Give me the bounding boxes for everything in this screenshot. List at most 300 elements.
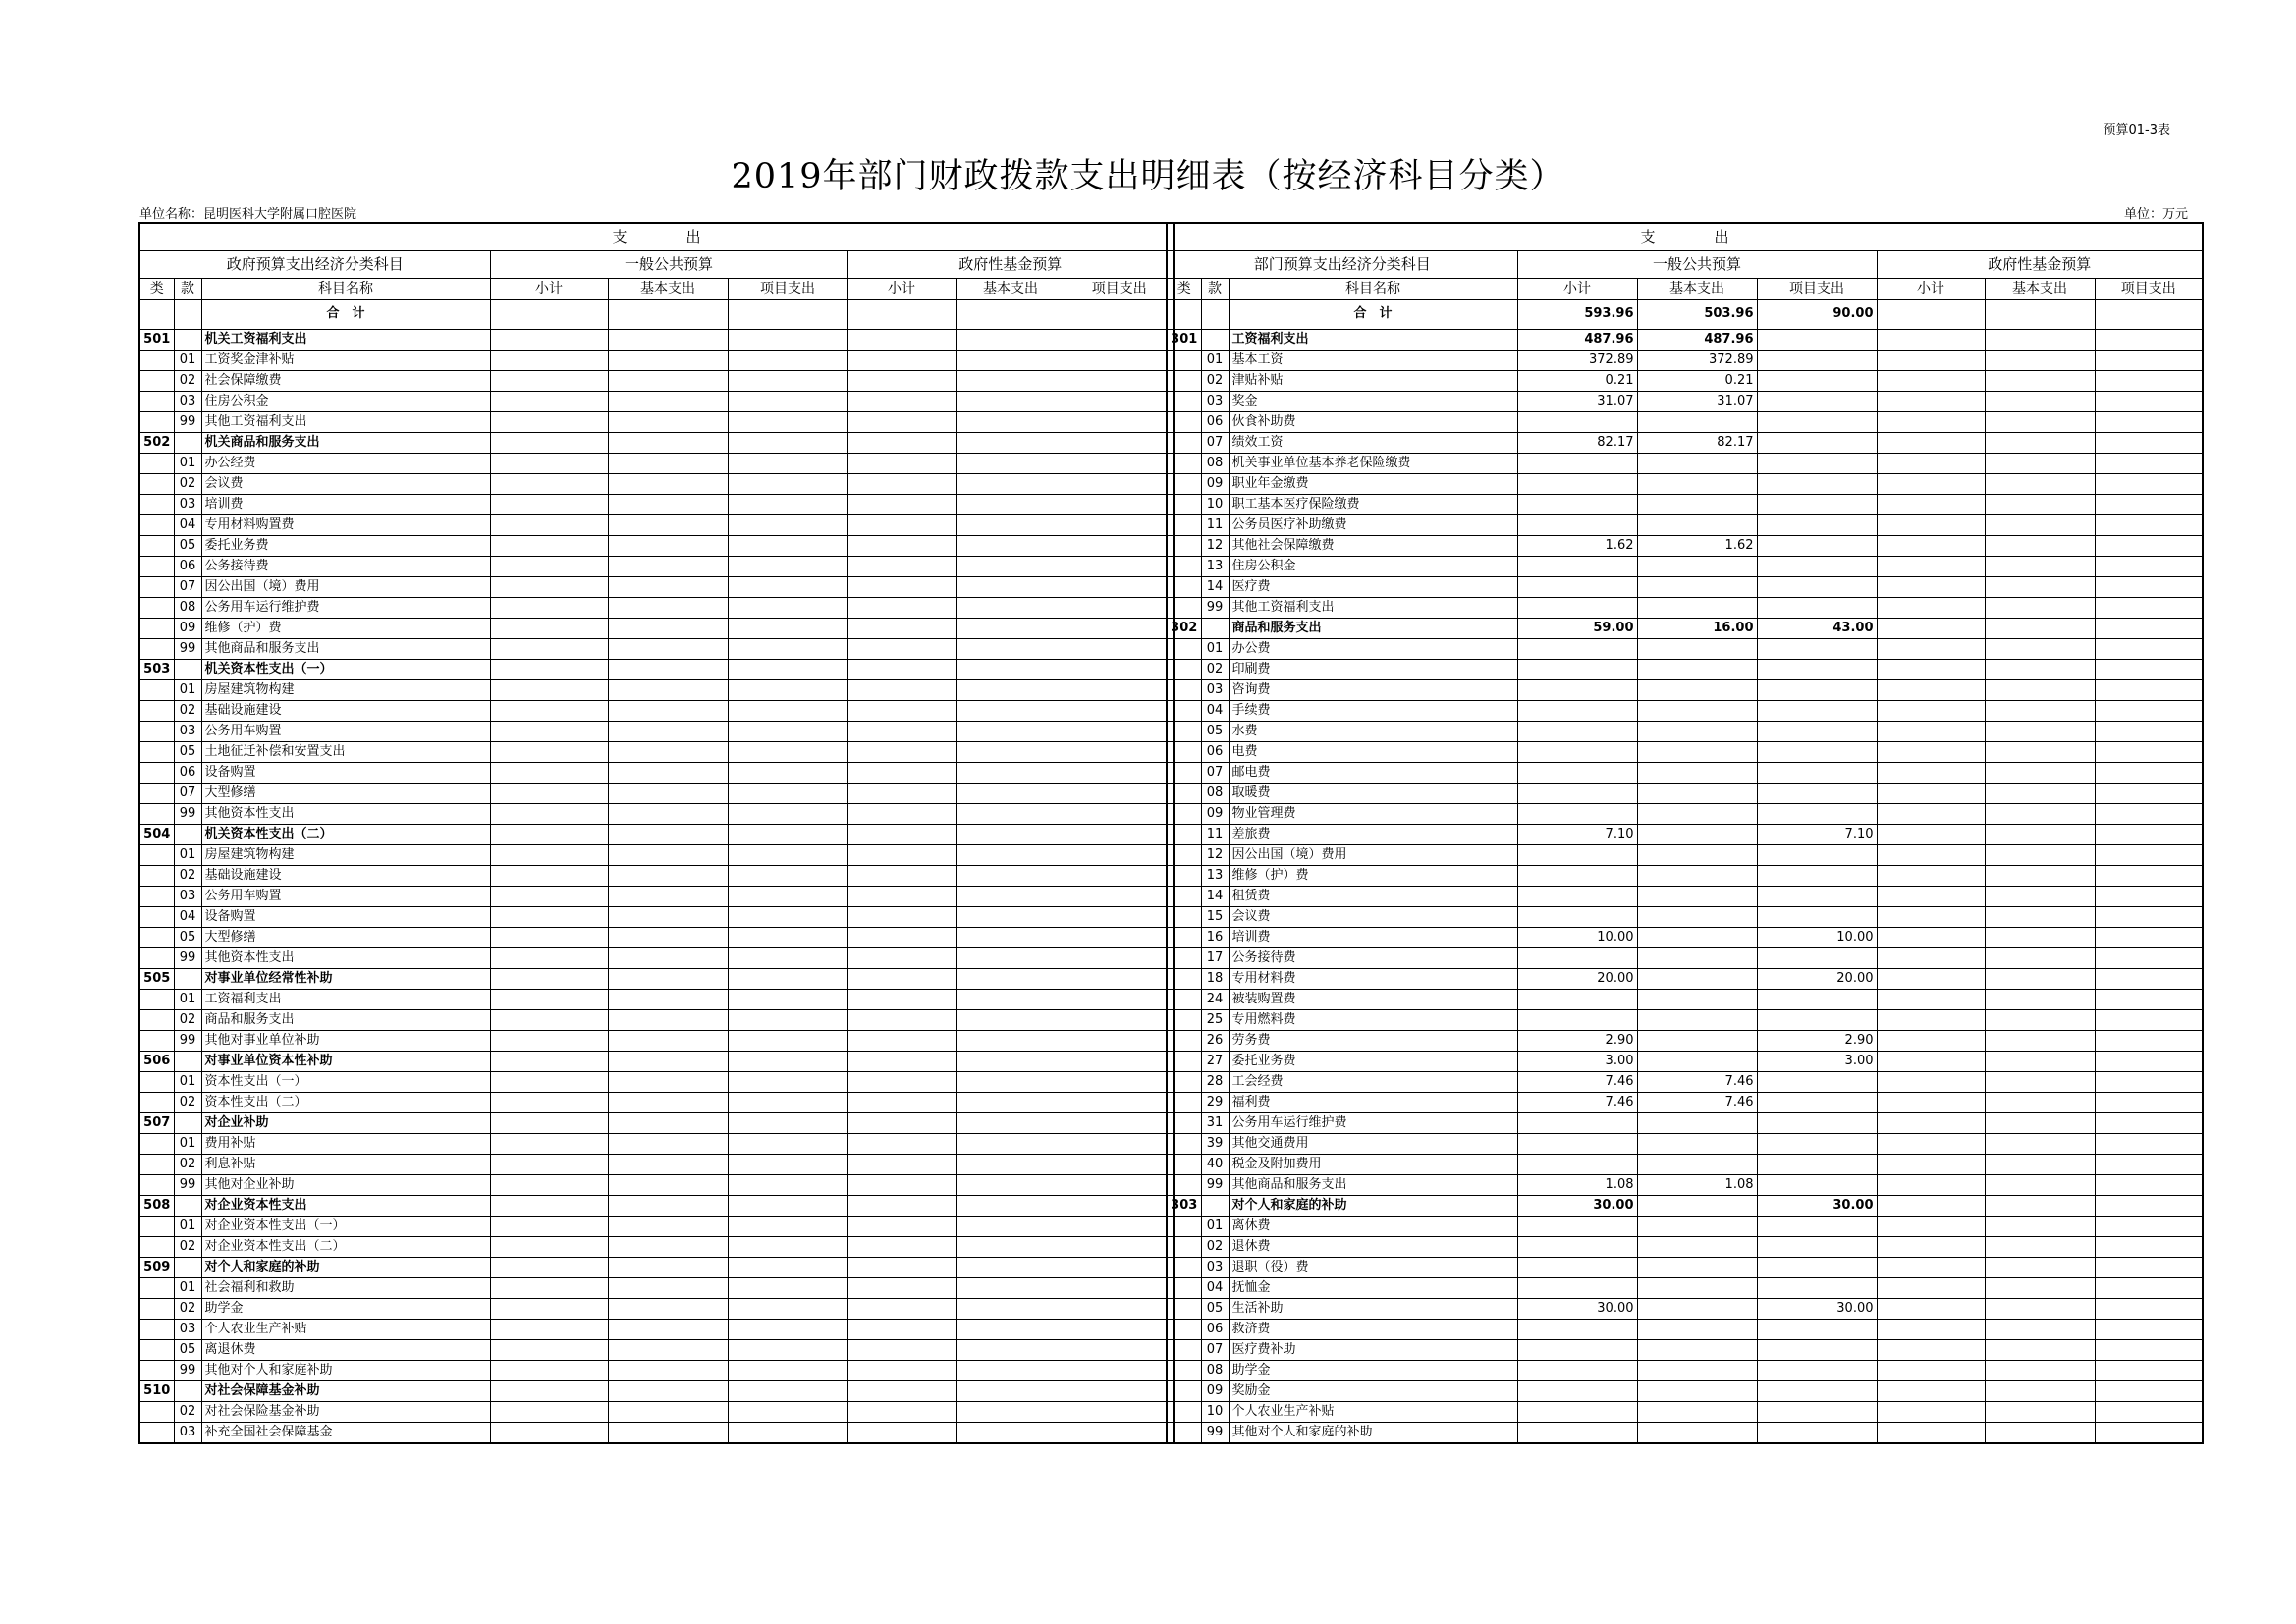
item-name: 抚恤金 [1229,1277,1517,1298]
subcategory-code: 13 [1201,556,1229,576]
table-row [139,906,1174,927]
item-name: 其他对个人和家庭的补助 [1229,1422,1517,1443]
right-total-label: 合 计 [1229,299,1517,329]
table-row [1167,618,2203,638]
general-subtotal-cell [1517,1422,1637,1443]
subcategory-code: 02 [174,1092,201,1112]
general-project-cell [1757,638,1877,659]
general-basic-cell [1637,1298,1757,1319]
general-subtotal-cell [1517,947,1637,968]
fund-subtotal-cell [847,576,956,597]
subcategory-code: 01 [1201,1216,1229,1236]
table-row [1167,1319,2203,1339]
general-project-cell [1757,494,1877,514]
fund-project-cell [1066,1257,1174,1277]
category-code [139,1339,174,1360]
fund-basic-cell [1985,679,2095,700]
general-basic-cell [1637,968,1757,989]
fund-subtotal-cell [847,1257,956,1277]
fund-basic-cell [1985,1319,2095,1339]
table-row [139,576,1174,597]
category-code [1167,1216,1201,1236]
general-subtotal-cell [1517,762,1637,783]
general-project-cell [728,514,847,535]
category-code [1167,906,1201,927]
general-project-cell: 20.00 [1757,968,1877,989]
subcategory-code: 01 [174,679,201,700]
general-project-cell [1757,370,1877,391]
form-code: 预算01-3表 [2103,123,2170,137]
subcategory-code [174,1112,201,1133]
category-code [1167,432,1201,453]
general-subtotal-cell [490,1339,608,1360]
fund-subtotal-cell [847,411,956,432]
general-subtotal-cell [490,968,608,989]
fund-project-cell [1066,411,1174,432]
table-row [1167,576,2203,597]
fund-basic-cell [956,886,1066,906]
right-col-kuan: 款 [1201,278,1229,299]
fund-subtotal-cell [1877,741,1985,762]
general-project-cell [728,1112,847,1133]
fund-subtotal-cell [847,494,956,514]
fund-subtotal-cell [1877,1154,1985,1174]
fund-subtotal-cell [1877,1174,1985,1195]
item-name: 委托业务费 [201,535,490,556]
general-basic-cell [608,473,728,494]
general-project-cell [1757,1009,1877,1030]
general-project-cell [728,597,847,618]
general-subtotal-cell [1517,1319,1637,1339]
fund-subtotal-cell [847,865,956,886]
category-code: 502 [139,432,174,453]
fund-subtotal-cell [847,1319,956,1339]
subcategory-code: 06 [174,556,201,576]
subcategory-code [174,659,201,679]
category-code [1167,741,1201,762]
general-project-cell [728,1154,847,1174]
item-name: 大型修缮 [201,927,490,947]
fund-basic-cell [956,1401,1066,1422]
fund-subtotal-cell [847,947,956,968]
table-row [1167,453,2203,473]
fund-subtotal-cell [1877,391,1985,411]
general-subtotal-cell: 59.00 [1517,618,1637,638]
table-row [1167,350,2203,370]
general-project-cell [728,638,847,659]
general-basic-cell [608,1319,728,1339]
table-row [1167,473,2203,494]
item-name: 住房公积金 [201,391,490,411]
general-basic-cell [608,968,728,989]
general-subtotal-cell [490,659,608,679]
fund-subtotal-cell [1877,1360,1985,1380]
fund-basic-cell [956,1319,1066,1339]
general-basic-cell [608,576,728,597]
item-name: 其他商品和服务支出 [201,638,490,659]
general-project-cell [728,927,847,947]
fund-project-cell [2095,700,2203,721]
fund-project-cell [2095,411,2203,432]
category-code [139,494,174,514]
category-code [1167,679,1201,700]
fund-basic-cell [1985,1236,2095,1257]
right-general-budget-header: 一般公共预算 [1517,250,1877,278]
item-name: 邮电费 [1229,762,1517,783]
subcategory-code: 40 [1201,1154,1229,1174]
general-subtotal-cell [490,824,608,844]
general-project-cell [728,1030,847,1051]
fund-project-cell [1066,1422,1174,1443]
table-row [139,968,1174,989]
table-row [139,535,1174,556]
table-row [1167,1154,2203,1174]
general-subtotal-cell [1517,1277,1637,1298]
general-project-cell [1757,535,1877,556]
fund-basic-cell [1985,1051,2095,1071]
general-project-cell [1757,762,1877,783]
category-code [139,1236,174,1257]
subcategory-code: 16 [1201,927,1229,947]
general-subtotal-cell: 30.00 [1517,1195,1637,1216]
general-project-cell: 2.90 [1757,1030,1877,1051]
category-code [139,597,174,618]
table-row [139,1030,1174,1051]
general-subtotal-cell [1517,741,1637,762]
fund-subtotal-cell [847,1051,956,1071]
subcategory-code: 18 [1201,968,1229,989]
category-code [139,411,174,432]
item-name: 工资福利支出 [1229,329,1517,350]
subcategory-code: 02 [174,473,201,494]
item-name: 机关事业单位基本养老保险缴费 [1229,453,1517,473]
fund-basic-cell [1985,865,2095,886]
item-name: 社会福利和救助 [201,1277,490,1298]
fund-basic-cell [1985,1154,2095,1174]
category-code [1167,824,1201,844]
fund-basic-cell [1985,556,2095,576]
fund-project-cell [1066,1133,1174,1154]
subcategory-code: 07 [1201,1339,1229,1360]
general-basic-cell [608,370,728,391]
general-subtotal-cell [490,1422,608,1443]
category-code [1167,803,1201,824]
general-subtotal-cell: 7.46 [1517,1092,1637,1112]
fund-subtotal-cell [847,1298,956,1319]
category-code [1167,494,1201,514]
item-name: 奖金 [1229,391,1517,411]
subcategory-code: 03 [1201,679,1229,700]
table-row [139,927,1174,947]
general-project-cell [1757,597,1877,618]
fund-basic-cell [1985,1071,2095,1092]
general-basic-cell [1637,453,1757,473]
general-basic-cell [608,906,728,927]
general-subtotal-cell [490,329,608,350]
fund-basic-cell [956,1051,1066,1071]
table-row [1167,1360,2203,1380]
table-row [1167,514,2203,535]
fund-subtotal-cell [847,679,956,700]
general-project-cell [1757,1071,1877,1092]
fund-project-cell [2095,432,2203,453]
item-name: 资本性支出（二） [201,1092,490,1112]
item-name: 设备购置 [201,762,490,783]
subcategory-code: 03 [174,494,201,514]
fund-basic-cell [1985,1174,2095,1195]
general-project-cell [728,679,847,700]
fund-subtotal-cell [1877,432,1985,453]
category-code [139,618,174,638]
table-row [139,1360,1174,1380]
fund-project-cell [2095,1298,2203,1319]
general-subtotal-cell [1517,1112,1637,1133]
general-project-cell [728,556,847,576]
general-subtotal-cell [1517,494,1637,514]
item-name: 救济费 [1229,1319,1517,1339]
item-name: 专用燃料费 [1229,1009,1517,1030]
category-code [139,638,174,659]
general-basic-cell [1637,1133,1757,1154]
item-name: 住房公积金 [1229,556,1517,576]
general-subtotal-cell [1517,679,1637,700]
general-project-cell [728,1216,847,1236]
general-basic-cell [1637,1112,1757,1133]
table-row [1167,865,2203,886]
general-basic-cell: 82.17 [1637,432,1757,453]
item-name: 资本性支出（一） [201,1071,490,1092]
general-basic-cell [1637,1236,1757,1257]
item-name: 伙食补助费 [1229,411,1517,432]
fund-project-cell [2095,556,2203,576]
fund-project-cell [1066,721,1174,741]
general-subtotal-cell [490,1319,608,1339]
general-basic-cell [1637,886,1757,906]
general-project-cell [728,947,847,968]
fund-project-cell [2095,535,2203,556]
fund-subtotal-cell [1877,411,1985,432]
general-basic-cell [1637,1195,1757,1216]
fund-subtotal-cell [1877,1112,1985,1133]
general-project-cell [1757,1257,1877,1277]
general-project-cell [1757,844,1877,865]
general-subtotal-cell [490,1216,608,1236]
unit-name: 单位名称：昆明医科大学附属口腔医院 [139,207,357,222]
general-project-cell [1757,411,1877,432]
fund-project-cell [1066,1298,1174,1319]
general-subtotal-cell [490,762,608,783]
fund-basic-cell [956,411,1066,432]
general-project-cell [1757,453,1877,473]
fund-basic-cell [1985,370,2095,391]
general-subtotal-cell [490,473,608,494]
general-project-cell [728,762,847,783]
general-basic-cell [1637,700,1757,721]
general-subtotal-cell [490,865,608,886]
left-col-basic: 基本支出 [608,278,728,299]
fund-basic-cell [1985,906,2095,927]
item-name: 商品和服务支出 [1229,618,1517,638]
fund-subtotal-cell [1877,1277,1985,1298]
general-subtotal-cell [490,927,608,947]
general-subtotal-cell [490,700,608,721]
general-project-cell [728,783,847,803]
subcategory-code [174,329,201,350]
table-row [139,741,1174,762]
subcategory-code: 99 [1201,1174,1229,1195]
general-subtotal-cell [1517,514,1637,535]
fund-project-cell [2095,762,2203,783]
category-code [1167,844,1201,865]
table-row [1167,1401,2203,1422]
subcategory-code: 02 [174,1298,201,1319]
general-basic-cell [1637,865,1757,886]
item-name: 物业管理费 [1229,803,1517,824]
table-row [139,1009,1174,1030]
subcategory-code: 03 [174,1422,201,1443]
category-code [1167,1339,1201,1360]
general-project-cell: 30.00 [1757,1195,1877,1216]
fund-basic-cell [956,1092,1066,1112]
general-subtotal-cell [490,1195,608,1216]
category-code [1167,1236,1201,1257]
general-project-cell: 7.10 [1757,824,1877,844]
general-subtotal-cell [490,1154,608,1174]
general-basic-cell [1637,1380,1757,1401]
general-subtotal-cell [490,1051,608,1071]
item-name: 助学金 [201,1298,490,1319]
general-subtotal-cell [490,741,608,762]
general-basic-cell [608,1009,728,1030]
table-row [1167,411,2203,432]
general-subtotal-cell [1517,1401,1637,1422]
subcategory-code: 02 [1201,659,1229,679]
fund-subtotal-cell [847,391,956,411]
general-subtotal-cell [1517,1154,1637,1174]
general-subtotal-cell [490,494,608,514]
fund-subtotal-cell [847,721,956,741]
subcategory-code: 04 [1201,700,1229,721]
category-code: 504 [139,824,174,844]
fund-project-cell [1066,494,1174,514]
category-code [1167,1112,1201,1133]
table-row [1167,370,2203,391]
table-row [139,1216,1174,1236]
general-basic-cell [1637,514,1757,535]
fund-subtotal-cell [847,1112,956,1133]
item-name: 退职（役）费 [1229,1257,1517,1277]
table-row [139,679,1174,700]
fund-subtotal-cell [847,350,956,370]
subcategory-code: 29 [1201,1092,1229,1112]
fund-project-cell [1066,535,1174,556]
category-code: 510 [139,1380,174,1401]
subcategory-code: 08 [1201,1360,1229,1380]
subcategory-code: 09 [1201,473,1229,494]
general-subtotal-cell [490,1236,608,1257]
subcategory-code: 01 [174,844,201,865]
fund-subtotal-cell [1877,679,1985,700]
category-code [1167,1277,1201,1298]
general-basic-cell [608,618,728,638]
table-row [1167,1216,2203,1236]
subcategory-code: 01 [174,1133,201,1154]
subcategory-code: 06 [1201,411,1229,432]
general-basic-cell [608,329,728,350]
general-basic-cell [1637,803,1757,824]
item-name: 对事业单位经常性补助 [201,968,490,989]
general-project-cell [1757,886,1877,906]
subcategory-code [174,432,201,453]
table-row [1167,783,2203,803]
subcategory-code: 17 [1201,947,1229,968]
fund-project-cell [1066,659,1174,679]
category-code: 505 [139,968,174,989]
table-row [1167,1092,2203,1112]
fund-subtotal-cell [1877,473,1985,494]
table-row [139,886,1174,906]
fund-basic-cell [956,514,1066,535]
table-row [1167,844,2203,865]
fund-subtotal-cell [1877,350,1985,370]
general-subtotal-cell [490,638,608,659]
fund-subtotal-cell [1877,556,1985,576]
fund-basic-cell [1985,1380,2095,1401]
general-project-cell [728,824,847,844]
general-basic-cell [1637,473,1757,494]
general-project-cell [1757,1360,1877,1380]
category-code: 506 [139,1051,174,1071]
general-basic-cell [608,1174,728,1195]
general-basic-cell [1637,1401,1757,1422]
subcategory-code: 25 [1201,1009,1229,1030]
general-basic-cell [1637,844,1757,865]
category-code [139,1298,174,1319]
general-project-cell [1757,1112,1877,1133]
item-name: 水费 [1229,721,1517,741]
item-name: 退休费 [1229,1236,1517,1257]
table-row [139,1195,1174,1216]
table-row [1167,1174,2203,1195]
item-name: 离退休费 [201,1339,490,1360]
general-basic-cell [608,432,728,453]
fund-project-cell [2095,494,2203,514]
general-basic-cell [608,514,728,535]
subcategory-code: 07 [1201,762,1229,783]
general-subtotal-cell [490,1298,608,1319]
fund-subtotal-cell [847,906,956,927]
subcategory-code [1201,329,1229,350]
fund-project-cell [1066,1051,1174,1071]
table-row [1167,1195,2203,1216]
fund-project-cell [1066,1380,1174,1401]
general-basic-cell [608,762,728,783]
item-name: 会议费 [201,473,490,494]
general-subtotal-cell [490,514,608,535]
right-col-fund-project: 项目支出 [2095,278,2203,299]
category-code [139,1174,174,1195]
left-total-row [139,299,1174,329]
subcategory-code: 08 [174,597,201,618]
fund-basic-cell [956,1133,1066,1154]
general-subtotal-cell [1517,906,1637,927]
general-basic-cell: 0.21 [1637,370,1757,391]
item-name: 其他资本性支出 [201,947,490,968]
table-row [139,556,1174,576]
subcategory-code [174,1051,201,1071]
left-section-title: 支 出 [139,223,1174,250]
general-project-cell [1757,1319,1877,1339]
